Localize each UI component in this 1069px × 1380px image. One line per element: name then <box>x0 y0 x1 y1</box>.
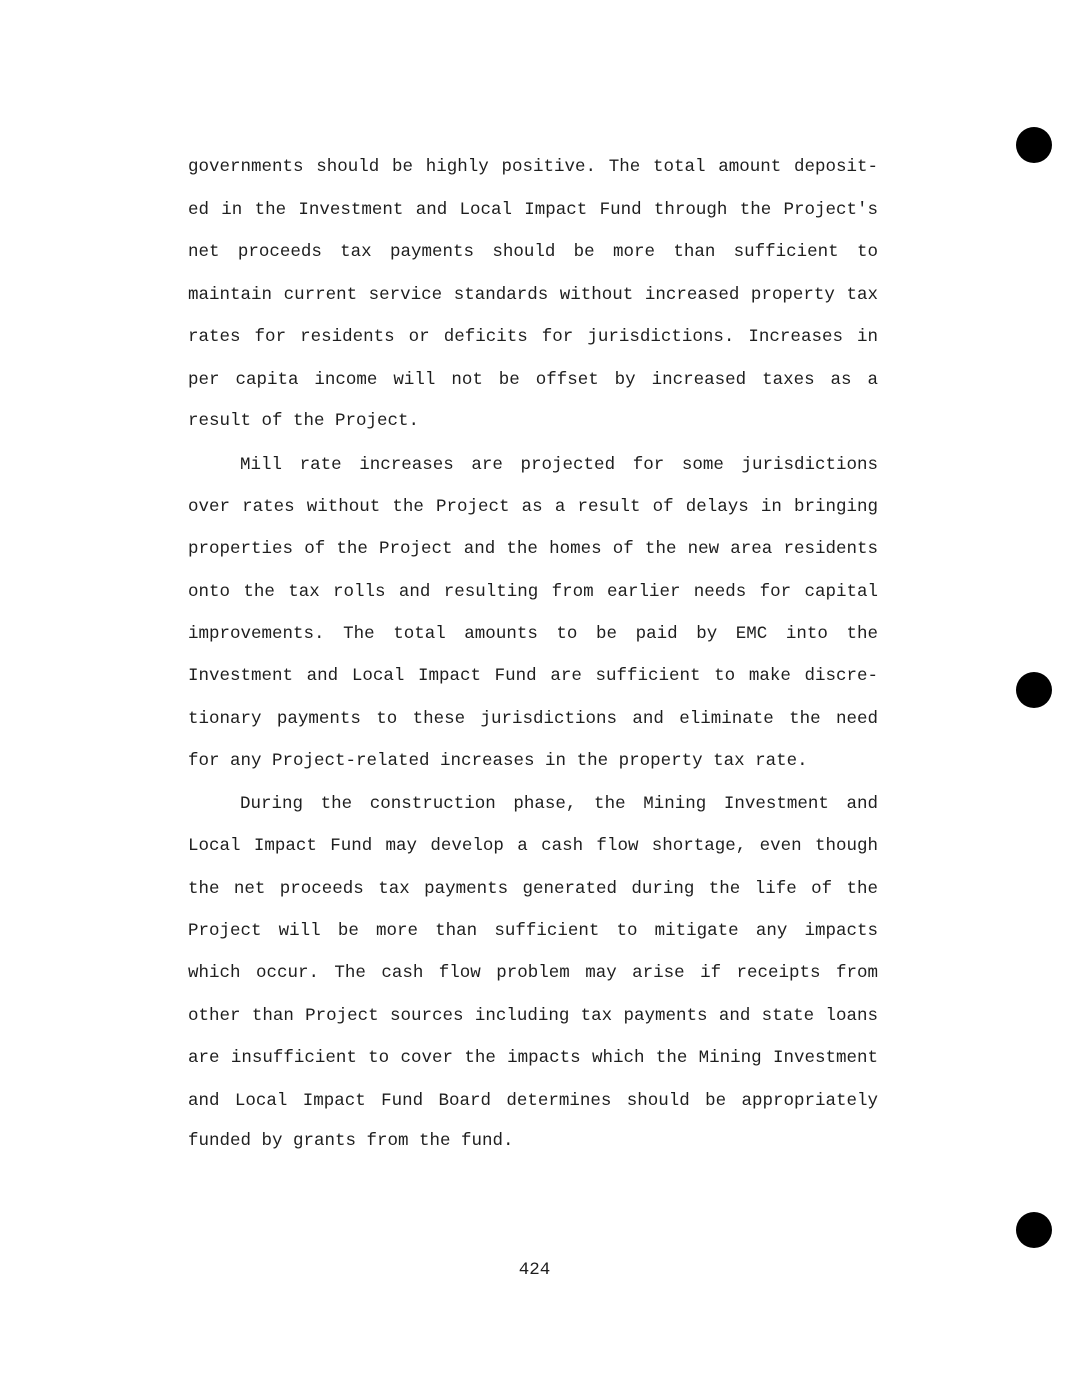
punch-hole-middle <box>1016 672 1052 708</box>
text-line: funded by grants from the fund. <box>188 1131 514 1151</box>
text-line: and Local Impact Fund Board determines should be appropriately <box>188 1091 878 1111</box>
punch-hole-top <box>1016 127 1052 163</box>
text-line: During the construction phase, the Mining Investment and <box>240 794 878 814</box>
text-line: for any Project-related increases in the property tax rate. <box>188 751 808 771</box>
text-line: other than Project sources including tax payments and state loans <box>188 1006 878 1026</box>
text-line: over rates without the Project as a result of delays in bringing <box>188 497 878 517</box>
text-line: Mill rate increases are projected for some jurisdictions <box>240 455 878 475</box>
text-line: onto the tax rolls and resulting from earlier needs for capital <box>188 582 878 602</box>
punch-hole-bottom <box>1016 1212 1052 1248</box>
text-line: which occur. The cash flow problem may arise if receipts from <box>188 963 878 983</box>
text-line: Investment and Local Impact Fund are sufficient to make discre- <box>188 666 878 686</box>
text-line: Local Impact Fund may develop a cash flow shortage, even though <box>188 836 878 856</box>
text-line: Project will be more than sufficient to mitigate any impacts <box>188 921 878 941</box>
text-line: result of the Project. <box>188 411 420 431</box>
text-line: net proceeds tax payments should be more than sufficient to <box>188 242 878 262</box>
text-line: the net proceeds tax payments generated during the life of the <box>188 879 878 899</box>
text-line: improvements. The total amounts to be paid by EMC into the <box>188 624 878 644</box>
text-line: properties of the Project and the homes of the new area residents <box>188 539 878 559</box>
text-line: are insufficient to cover the impacts which the Mining Investment <box>188 1048 878 1068</box>
text-line: per capita income will not be offset by increased taxes as a <box>188 370 878 390</box>
text-line: tionary payments to these jurisdictions and eliminate the need <box>188 709 878 729</box>
page-number: 424 <box>518 1260 551 1280</box>
text-line: maintain current service standards without increased property tax <box>188 285 878 305</box>
text-line: ed in the Investment and Local Impact Fund through the Project's <box>188 200 878 220</box>
text-line: governments should be highly positive. The total amount deposit- <box>188 157 878 177</box>
text-line: rates for residents or deficits for jurisdictions. Increases in <box>188 327 878 347</box>
